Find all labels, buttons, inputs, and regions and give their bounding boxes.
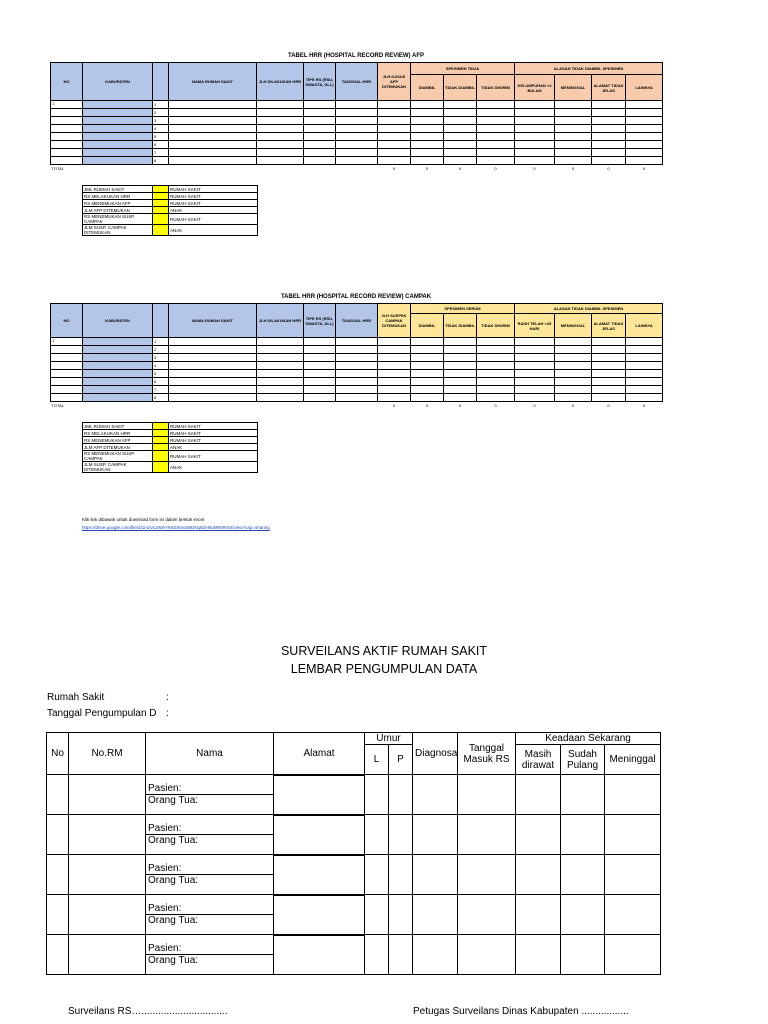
row-number: 6 <box>153 378 169 386</box>
row-number: 1 <box>153 338 169 346</box>
summary-label: JML RUMAH SAKIT <box>83 186 153 193</box>
summary-unit: ANAK <box>169 207 258 214</box>
form-cell[interactable] <box>413 775 458 815</box>
table-row <box>51 109 663 117</box>
table-row <box>51 125 663 133</box>
summary-value[interactable] <box>153 437 169 444</box>
col-tidak-diambil: TIDAK DIAMBIL <box>444 314 477 338</box>
summary-row <box>83 214 258 225</box>
orang-tua-label[interactable]: Orang Tua: <box>146 955 274 975</box>
form-cell[interactable] <box>605 855 661 895</box>
afp-hrr-table <box>50 62 663 172</box>
form-cell[interactable] <box>413 935 458 975</box>
table-row <box>51 141 663 149</box>
col-nama: Nama <box>146 733 274 775</box>
form-cell[interactable] <box>47 775 69 815</box>
summary-value[interactable] <box>153 214 169 225</box>
total-row: TOTAL 0 0 0 0 0 0 0 0 <box>51 166 646 171</box>
footer-surveilans-rs: Surveilans RS…............................... <box>68 1006 228 1017</box>
col-alasan-group: ALASAN TIDAK DIAMBIL SPESIMEN <box>515 63 663 75</box>
form-cell[interactable] <box>516 775 561 815</box>
kabupaten-cell <box>83 101 153 109</box>
col-no-rm: No.RM <box>69 733 146 775</box>
col-diambil: DIAMBIL <box>411 314 444 338</box>
form-cell[interactable] <box>274 895 365 935</box>
summary-label: RS MENEMUKAN AFP <box>83 437 153 444</box>
summary-unit: ANAK <box>169 444 258 451</box>
afp-summary-table <box>82 185 258 236</box>
summary-row <box>83 430 258 437</box>
summary-value[interactable] <box>153 462 169 473</box>
col-keadaan: Keadaan Sekarang <box>516 733 661 745</box>
campak-summary-table <box>82 422 258 473</box>
summary-value[interactable] <box>153 200 169 207</box>
rumah-sakit-colon: : <box>166 692 169 703</box>
col-nama-rs: NAMA RUMAH SAKIT <box>169 63 257 101</box>
summary-value[interactable] <box>153 444 169 451</box>
form-cell[interactable] <box>516 855 561 895</box>
summary-value[interactable] <box>153 193 169 200</box>
form-cell[interactable] <box>69 815 146 855</box>
row-number: 8 <box>153 157 169 165</box>
table-row <box>51 354 663 362</box>
col-tipe-rs: TIPE RS (RSU, SWASTA, DLL) <box>304 304 336 338</box>
form-cell[interactable] <box>365 935 389 975</box>
orang-tua-label[interactable]: Orang Tua: <box>146 795 274 815</box>
summary-unit: RUMAH SAKIT <box>169 451 258 462</box>
summary-unit: RUMAH SAKIT <box>169 214 258 225</box>
form-cell[interactable] <box>389 895 413 935</box>
col-alamat: Alamat <box>274 733 365 775</box>
col-rash: RASH TELAH >28 HARI <box>515 314 555 338</box>
kabupaten-cell <box>83 117 153 125</box>
tanggal-label: Tanggal Pengumpulan D <box>47 708 157 719</box>
summary-label: RS MENEMUKAN SUSP. CAMPAK <box>83 214 153 225</box>
summary-row <box>83 186 258 193</box>
col-meninggal: MENINGGAL <box>555 75 592 101</box>
summary-value[interactable] <box>153 186 169 193</box>
table-row <box>51 386 663 394</box>
col-tanggal-hrr: TANGGAL HRR <box>336 63 378 101</box>
kabupaten-cell <box>83 378 153 386</box>
summary-value[interactable] <box>153 423 169 430</box>
summary-row <box>83 200 258 207</box>
row-number: 7 <box>153 386 169 394</box>
kabupaten-cell <box>83 157 153 165</box>
form-cell[interactable] <box>365 815 389 855</box>
form-row <box>47 935 661 955</box>
summary-row <box>83 225 258 236</box>
col-tidak-diambil: TIDAK DIAMBIL <box>444 75 477 101</box>
summary-row <box>83 451 258 462</box>
row-number: 6 <box>153 141 169 149</box>
table-row <box>51 157 663 165</box>
form-row <box>47 815 661 835</box>
form-title: SURVEILANS AKTIF RUMAH SAKIT <box>280 644 488 658</box>
row-number: 4 <box>153 125 169 133</box>
kabupaten-cell <box>83 370 153 378</box>
row-number: 7 <box>153 149 169 157</box>
table-row <box>51 101 663 109</box>
col-sudah-pulang: Sudah Pulang <box>561 745 605 775</box>
col-tanggal-masuk: Tanggal Masuk RS <box>458 733 516 775</box>
form-cell[interactable] <box>413 855 458 895</box>
orang-tua-label[interactable]: Orang Tua: <box>146 835 274 855</box>
row-number: 2 <box>153 346 169 354</box>
col-spesimen-group: SPESIMEN SERUM <box>411 304 515 314</box>
form-cell[interactable] <box>47 815 69 855</box>
col-diagnosa: Diagnosa <box>413 733 458 775</box>
form-cell[interactable] <box>389 855 413 895</box>
row-number: 3 <box>153 117 169 125</box>
col-meninggal: MENINGGAL <box>555 314 592 338</box>
form-cell[interactable] <box>413 895 458 935</box>
total-label: TOTAL <box>51 402 83 410</box>
kabupaten-cell <box>83 346 153 354</box>
form-cell[interactable] <box>69 775 146 815</box>
form-cell[interactable] <box>47 895 69 935</box>
summary-unit: RUMAH SAKIT <box>169 437 258 444</box>
col-alamat: ALAMAT TIDAK JELAS <box>592 75 626 101</box>
summary-value[interactable] <box>153 225 169 236</box>
form-cell[interactable] <box>561 935 605 975</box>
row-number: 2 <box>153 109 169 117</box>
table-row <box>51 149 663 157</box>
col-jlh-hrr: JLH DILAKUKAN HRR <box>257 304 304 338</box>
form-cell[interactable] <box>47 935 69 975</box>
kabupaten-cell <box>83 125 153 133</box>
form-cell[interactable] <box>561 815 605 855</box>
summary-label: JML RUMAH SAKIT <box>83 423 153 430</box>
col-tidak-dikirim: TIDAK DIKIRIM <box>477 314 515 338</box>
summary-row <box>83 207 258 214</box>
col-p: P <box>389 745 413 775</box>
summary-unit: RUMAH SAKIT <box>169 186 258 193</box>
pasien-label[interactable]: Pasien: <box>146 855 274 875</box>
table-row <box>51 338 663 346</box>
summary-unit: RUMAH SAKIT <box>169 193 258 200</box>
table-row <box>51 117 663 125</box>
col-kasus: JLH SUSPEK CAMPAK DITEMUKAN <box>378 304 411 338</box>
col-tipe-rs: TIPE RS (RSU, SWASTA, DLL) <box>304 63 336 101</box>
col-meninggal: Meninggal <box>605 745 661 775</box>
form-cell[interactable] <box>389 775 413 815</box>
orang-tua-label[interactable]: Orang Tua: <box>146 875 274 895</box>
col-jlh-hrr: JLH DILAKUKAN HRR <box>257 63 304 101</box>
kabupaten-cell <box>83 394 153 402</box>
afp-table-title: TABEL HRR (HOSPITAL RECORD REVIEW) AFP <box>287 53 424 59</box>
form-cell[interactable] <box>561 895 605 935</box>
kabupaten-cell <box>83 133 153 141</box>
table-row <box>51 394 663 402</box>
row-no: 1 <box>51 101 83 109</box>
row-number: 4 <box>153 362 169 370</box>
kabupaten-cell <box>83 109 153 117</box>
col-kabupaten: KABUPATEN <box>83 304 153 338</box>
col-no: NO <box>51 63 83 101</box>
form-cell[interactable] <box>516 895 561 935</box>
summary-row <box>83 444 258 451</box>
col-lainnya: LAINNYA <box>626 75 663 101</box>
table-row <box>51 370 663 378</box>
summary-row <box>83 437 258 444</box>
kabupaten-cell <box>83 141 153 149</box>
form-cell[interactable] <box>561 855 605 895</box>
pasien-label[interactable]: Pasien: <box>146 775 274 795</box>
summary-label: RS MENEMUKAN SUSP. CAMPAK <box>83 451 153 462</box>
download-note: Klik link dibawah untuk download form ini dalam bentuk excel <box>82 517 205 522</box>
row-number: 8 <box>153 394 169 402</box>
row-no: 1 <box>51 338 83 346</box>
col-diambil: DIAMBIL <box>411 75 444 101</box>
col-tanggal-hrr: TANGGAL HRR <box>336 304 378 338</box>
form-cell[interactable] <box>389 815 413 855</box>
kabupaten-cell <box>83 338 153 346</box>
summary-row <box>83 193 258 200</box>
table-row <box>51 346 663 354</box>
kabupaten-cell <box>83 386 153 394</box>
campak-hrr-table <box>50 303 663 409</box>
col-no: No <box>47 733 69 775</box>
col-kabupaten: KABUPATEN <box>83 63 153 101</box>
form-cell[interactable] <box>458 815 516 855</box>
summary-label: RS MENEMUKAN AFP <box>83 200 153 207</box>
summary-value[interactable] <box>153 451 169 462</box>
download-link[interactable]: https://drive.google.com/file/d/1mzvs1WleYKKE8nvaWDNq5DH8vkRNRr04/view?usp=sharing <box>82 525 270 530</box>
col-l: L <box>365 745 389 775</box>
summary-row <box>83 423 258 430</box>
row-number: 5 <box>153 133 169 141</box>
total-row: TOTAL 0 0 0 0 0 0 0 0 <box>51 403 646 408</box>
col-kasus: JLH KASUS AFP DITEMUKAN <box>378 63 411 101</box>
col-kelumpuhan: KELUMPUHAN >2 BULAN <box>515 75 555 101</box>
form-row <box>47 855 661 875</box>
summary-value[interactable] <box>153 207 169 214</box>
col-masih-dirawat: Masih dirawat <box>516 745 561 775</box>
form-cell[interactable] <box>274 775 365 815</box>
col-lainnya: LAINNYA <box>626 314 663 338</box>
form-cell[interactable] <box>516 935 561 975</box>
form-cell[interactable] <box>365 895 389 935</box>
kabupaten-cell <box>83 149 153 157</box>
col-tidak-dikirim: TIDAK DIKIRIM <box>477 75 515 101</box>
form-row <box>47 895 661 915</box>
col-alasan-group: ALASAN TIDAK DIAMBIL SPESIMEN <box>515 304 663 314</box>
orang-tua-label[interactable]: Orang Tua: <box>146 915 274 935</box>
form-cell[interactable] <box>561 775 605 815</box>
form-cell[interactable] <box>365 775 389 815</box>
form-cell[interactable] <box>69 935 146 975</box>
pasien-label[interactable]: Pasien: <box>146 815 274 835</box>
pasien-label[interactable]: Pasien: <box>146 895 274 915</box>
tanggal-colon: : <box>166 708 169 719</box>
form-cell[interactable] <box>605 775 661 815</box>
summary-label: JLM SUSP. CAMPAK DITEMUKAN <box>83 462 153 473</box>
row-number: 5 <box>153 370 169 378</box>
summary-label: JLM SUSP. CAMPAK DITEMUKAN <box>83 225 153 236</box>
summary-label: JLM AFP DITEMUKAN <box>83 444 153 451</box>
summary-unit: ANAK <box>169 225 258 236</box>
pasien-label[interactable]: Pasien: <box>146 935 274 955</box>
form-cell[interactable] <box>458 935 516 975</box>
col-nama-rs: NAMA RUMAH SAKIT <box>169 304 257 338</box>
col-no: NO <box>51 304 83 338</box>
form-cell[interactable] <box>47 855 69 895</box>
form-cell[interactable] <box>458 855 516 895</box>
summary-unit: RUMAH SAKIT <box>169 430 258 437</box>
summary-unit: RUMAH SAKIT <box>169 200 258 207</box>
data-collection-form <box>46 732 661 975</box>
form-cell[interactable] <box>274 815 365 855</box>
form-cell[interactable] <box>605 895 661 935</box>
form-cell[interactable] <box>458 895 516 935</box>
form-cell[interactable] <box>458 775 516 815</box>
row-number: 3 <box>153 354 169 362</box>
form-cell[interactable] <box>365 855 389 895</box>
summary-unit: RUMAH SAKIT <box>169 423 258 430</box>
col-alamat: ALAMAT TIDAK JELAS <box>592 314 626 338</box>
table-row <box>51 133 663 141</box>
form-cell[interactable] <box>605 815 661 855</box>
summary-row <box>83 462 258 473</box>
summary-label: RS MELAKUKAN HRR <box>83 193 153 200</box>
total-label: TOTAL <box>51 165 83 173</box>
col-umur: Umur <box>365 733 413 745</box>
kabupaten-cell <box>83 362 153 370</box>
summary-label: JLM AFP DITEMUKAN <box>83 207 153 214</box>
form-cell[interactable] <box>605 935 661 975</box>
form-row <box>47 775 661 795</box>
form-cell[interactable] <box>274 855 365 895</box>
form-subtitle: LEMBAR PENGUMPULAN DATA <box>290 662 478 676</box>
form-cell[interactable] <box>389 935 413 975</box>
row-number: 1 <box>153 101 169 109</box>
table-row <box>51 362 663 370</box>
table-row <box>51 378 663 386</box>
form-cell[interactable] <box>413 815 458 855</box>
kabupaten-cell <box>83 354 153 362</box>
campak-table-title: TABEL HRR (HOSPITAL RECORD REVIEW) CAMPAK <box>280 294 432 300</box>
summary-unit: ANAK <box>169 462 258 473</box>
form-cell[interactable] <box>516 815 561 855</box>
summary-label: RS MELAKUKAN HRR <box>83 430 153 437</box>
form-cell[interactable] <box>69 895 146 935</box>
col-spesimen-group: SPESIMEN TINJA <box>411 63 515 75</box>
footer-petugas: Petugas Surveilans Dinas Kabupaten ................. <box>413 1006 629 1017</box>
form-cell[interactable] <box>69 855 146 895</box>
summary-value[interactable] <box>153 430 169 437</box>
form-cell[interactable] <box>274 935 365 975</box>
rumah-sakit-label: Rumah Sakit <box>47 692 105 703</box>
